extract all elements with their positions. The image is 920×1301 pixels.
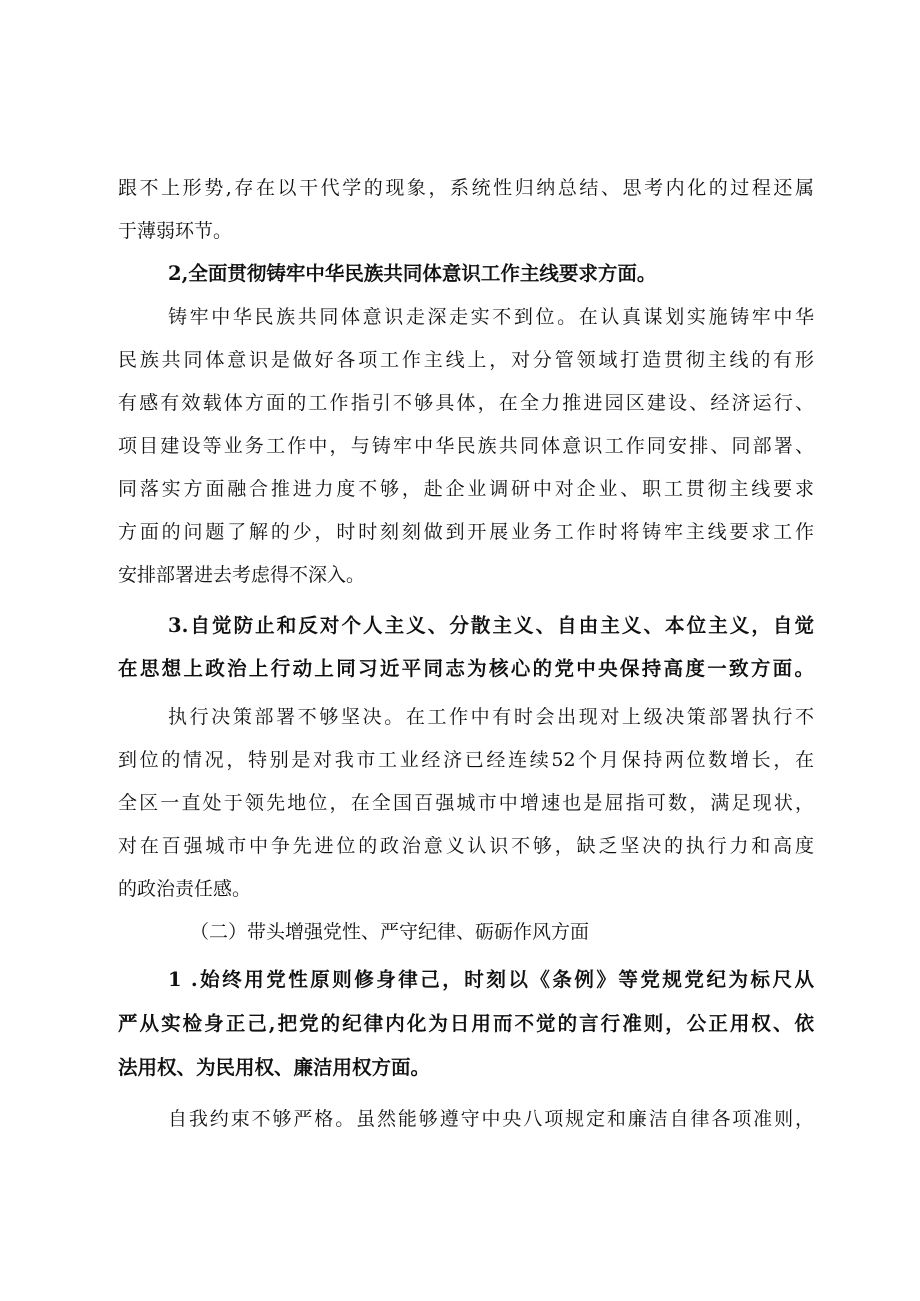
heading-item-3: 在思想上政治上行动上同习近平同志为核心的党中央保持高度一致方面。 [118,657,814,680]
paragraph-line: 方面的问题了解的少，时时刻刻做到开展业务工作时将铸牢主线要求工作 [118,521,814,543]
paragraph-line: 的政治责任感。 [118,878,252,900]
heading-item-1: 严从实检身正己,把党的纪律内化为日用而不觉的言行准则，公正用权、依 [118,1012,814,1035]
paragraph-line: 于薄弱环节。 [118,220,233,242]
paragraph-line: 项目建设等业务工作中，与铸牢中华民族共同体意识工作同安排、同部署、 [118,435,814,457]
paragraph-line: 同落实方面融合推进力度不够，赴企业调研中对企业、职工贯彻主线要求 [118,478,814,500]
paragraph-line: 民族共同体意识是做好各项工作主线上，对分管领域打造贯彻主线的有形 [118,349,814,371]
heading-item-1: 1 .始终用党性原则修身律己，时刻以《条例》等党规党纪为标尺从 [168,968,814,991]
paragraph-line: 铸牢中华民族共同体意识走深走实不到位。在认真谋划实施铸牢中华 [168,306,814,328]
paragraph-line: 有感有效载体方面的工作指引不够具体，在全力推进园区建设、经济运行、 [118,392,814,414]
heading-item-3: 3.自觉防止和反对个人主义、分散主义、自由主义、本位主义，自觉 [168,614,814,637]
paragraph-line: 执行决策部署不够坚决。在工作中有时会出现对上级决策部署执行不 [168,706,814,728]
section-heading: （二）带头增强党性、严守纪律、砺砺作风方面 [190,921,590,943]
paragraph-line: 安排部署进去考虑得不深入。 [118,564,366,586]
paragraph-line: 对在百强城市中争先进位的政治意义认识不够，缺乏坚决的执行力和高度 [118,835,814,857]
paragraph-line: 全区一直处于领先地位，在全国百强城市中增速也是屈指可数，满足现状， [118,792,814,814]
heading-item-2: 2,全面贯彻铸牢中华民族共同体意识工作主线要求方面。 [168,262,657,285]
paragraph-line: 跟不上形势,存在以干代学的现象，系统性归纳总结、思考内化的过程还属 [118,177,814,199]
heading-item-1: 法用权、为民用权、廉洁用权方面。 [118,1056,431,1079]
paragraph-line: 自我约束不够严格。虽然能够遵守中央八项规定和廉洁自律各项准则， [168,1108,814,1130]
paragraph-line: 到位的情况，特别是对我市工业经济已经连续52个月保持两位数增长，在 [118,749,814,771]
